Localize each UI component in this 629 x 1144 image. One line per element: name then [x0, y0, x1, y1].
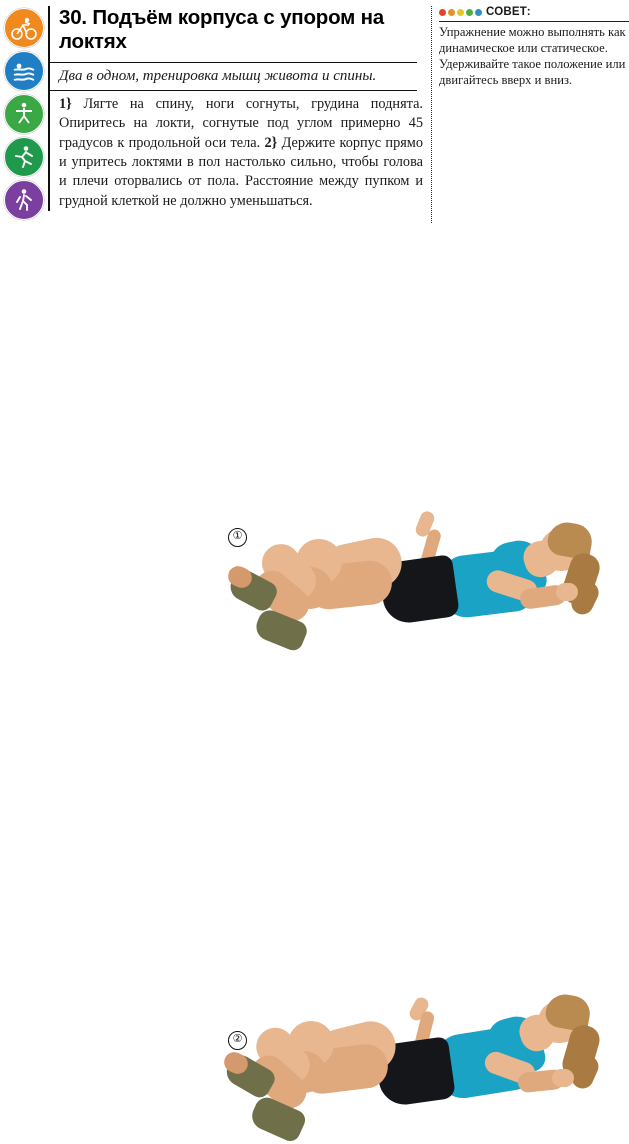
subtitle-block: [48, 62, 423, 91]
page-title: 30. Подъём корпуса с упором на локтях: [59, 6, 385, 53]
tip-text: Упражнение можно выполнять как динамическое или статическое. Удерживайте такое положение или двигайтесь вверх и вниз.: [439, 25, 626, 87]
tip-divider: [439, 21, 629, 22]
tip-dots: [439, 9, 482, 16]
tip-dot-3: [457, 9, 464, 16]
cycling-icon[interactable]: [4, 8, 44, 48]
header-area: [0, 0, 629, 223]
step-2-text: Держите корпус прямо и упритесь локтями в пол настолько сильно, чтобы голова и плечи оторвались от пола. Расстояние между пупком и грудной клеткой не должно уменьшаться.: [59, 134, 424, 209]
exercise-text-column: [48, 6, 431, 223]
swimming-icon[interactable]: [4, 51, 44, 91]
step-1-text: Лягте на спину, ноги согнуты, грудина поднята. Опиритесь на локти, согнутые под углом примерно 45 градусов к продольной оси тела.: [59, 96, 424, 151]
tip-header: [439, 6, 629, 21]
step-1-number: 1}: [59, 96, 72, 113]
figure-2-body: [0, 463, 629, 693]
exercise-photo-step-1: [0, 223, 629, 542]
illustrations: [0, 223, 629, 1045]
step-2-badge: ②: [228, 1031, 247, 1050]
exercise-subtitle: Два в одном, тренировка мышц живота и спины.: [59, 67, 377, 84]
exercise-photo-step-2: [0, 463, 629, 1045]
step-2-number: 2}: [264, 134, 278, 151]
running-icon[interactable]: [4, 137, 44, 177]
activity-icon-rail: [0, 6, 48, 223]
figure-1-body: [0, 223, 629, 463]
tip-dot-1: [439, 9, 446, 16]
step-1-badge: ①: [228, 528, 247, 547]
title-block: [48, 6, 423, 62]
tip-dot-4: [466, 9, 473, 16]
tip-panel: [431, 6, 629, 223]
walking-icon[interactable]: [4, 180, 44, 220]
tip-dot-5: [475, 9, 482, 16]
instructions-block: [48, 90, 423, 211]
tip-label: СОВЕТ:: [486, 6, 531, 18]
instructions-text: [59, 95, 423, 211]
tip-dot-2: [448, 9, 455, 16]
stretching-icon[interactable]: [4, 94, 44, 134]
